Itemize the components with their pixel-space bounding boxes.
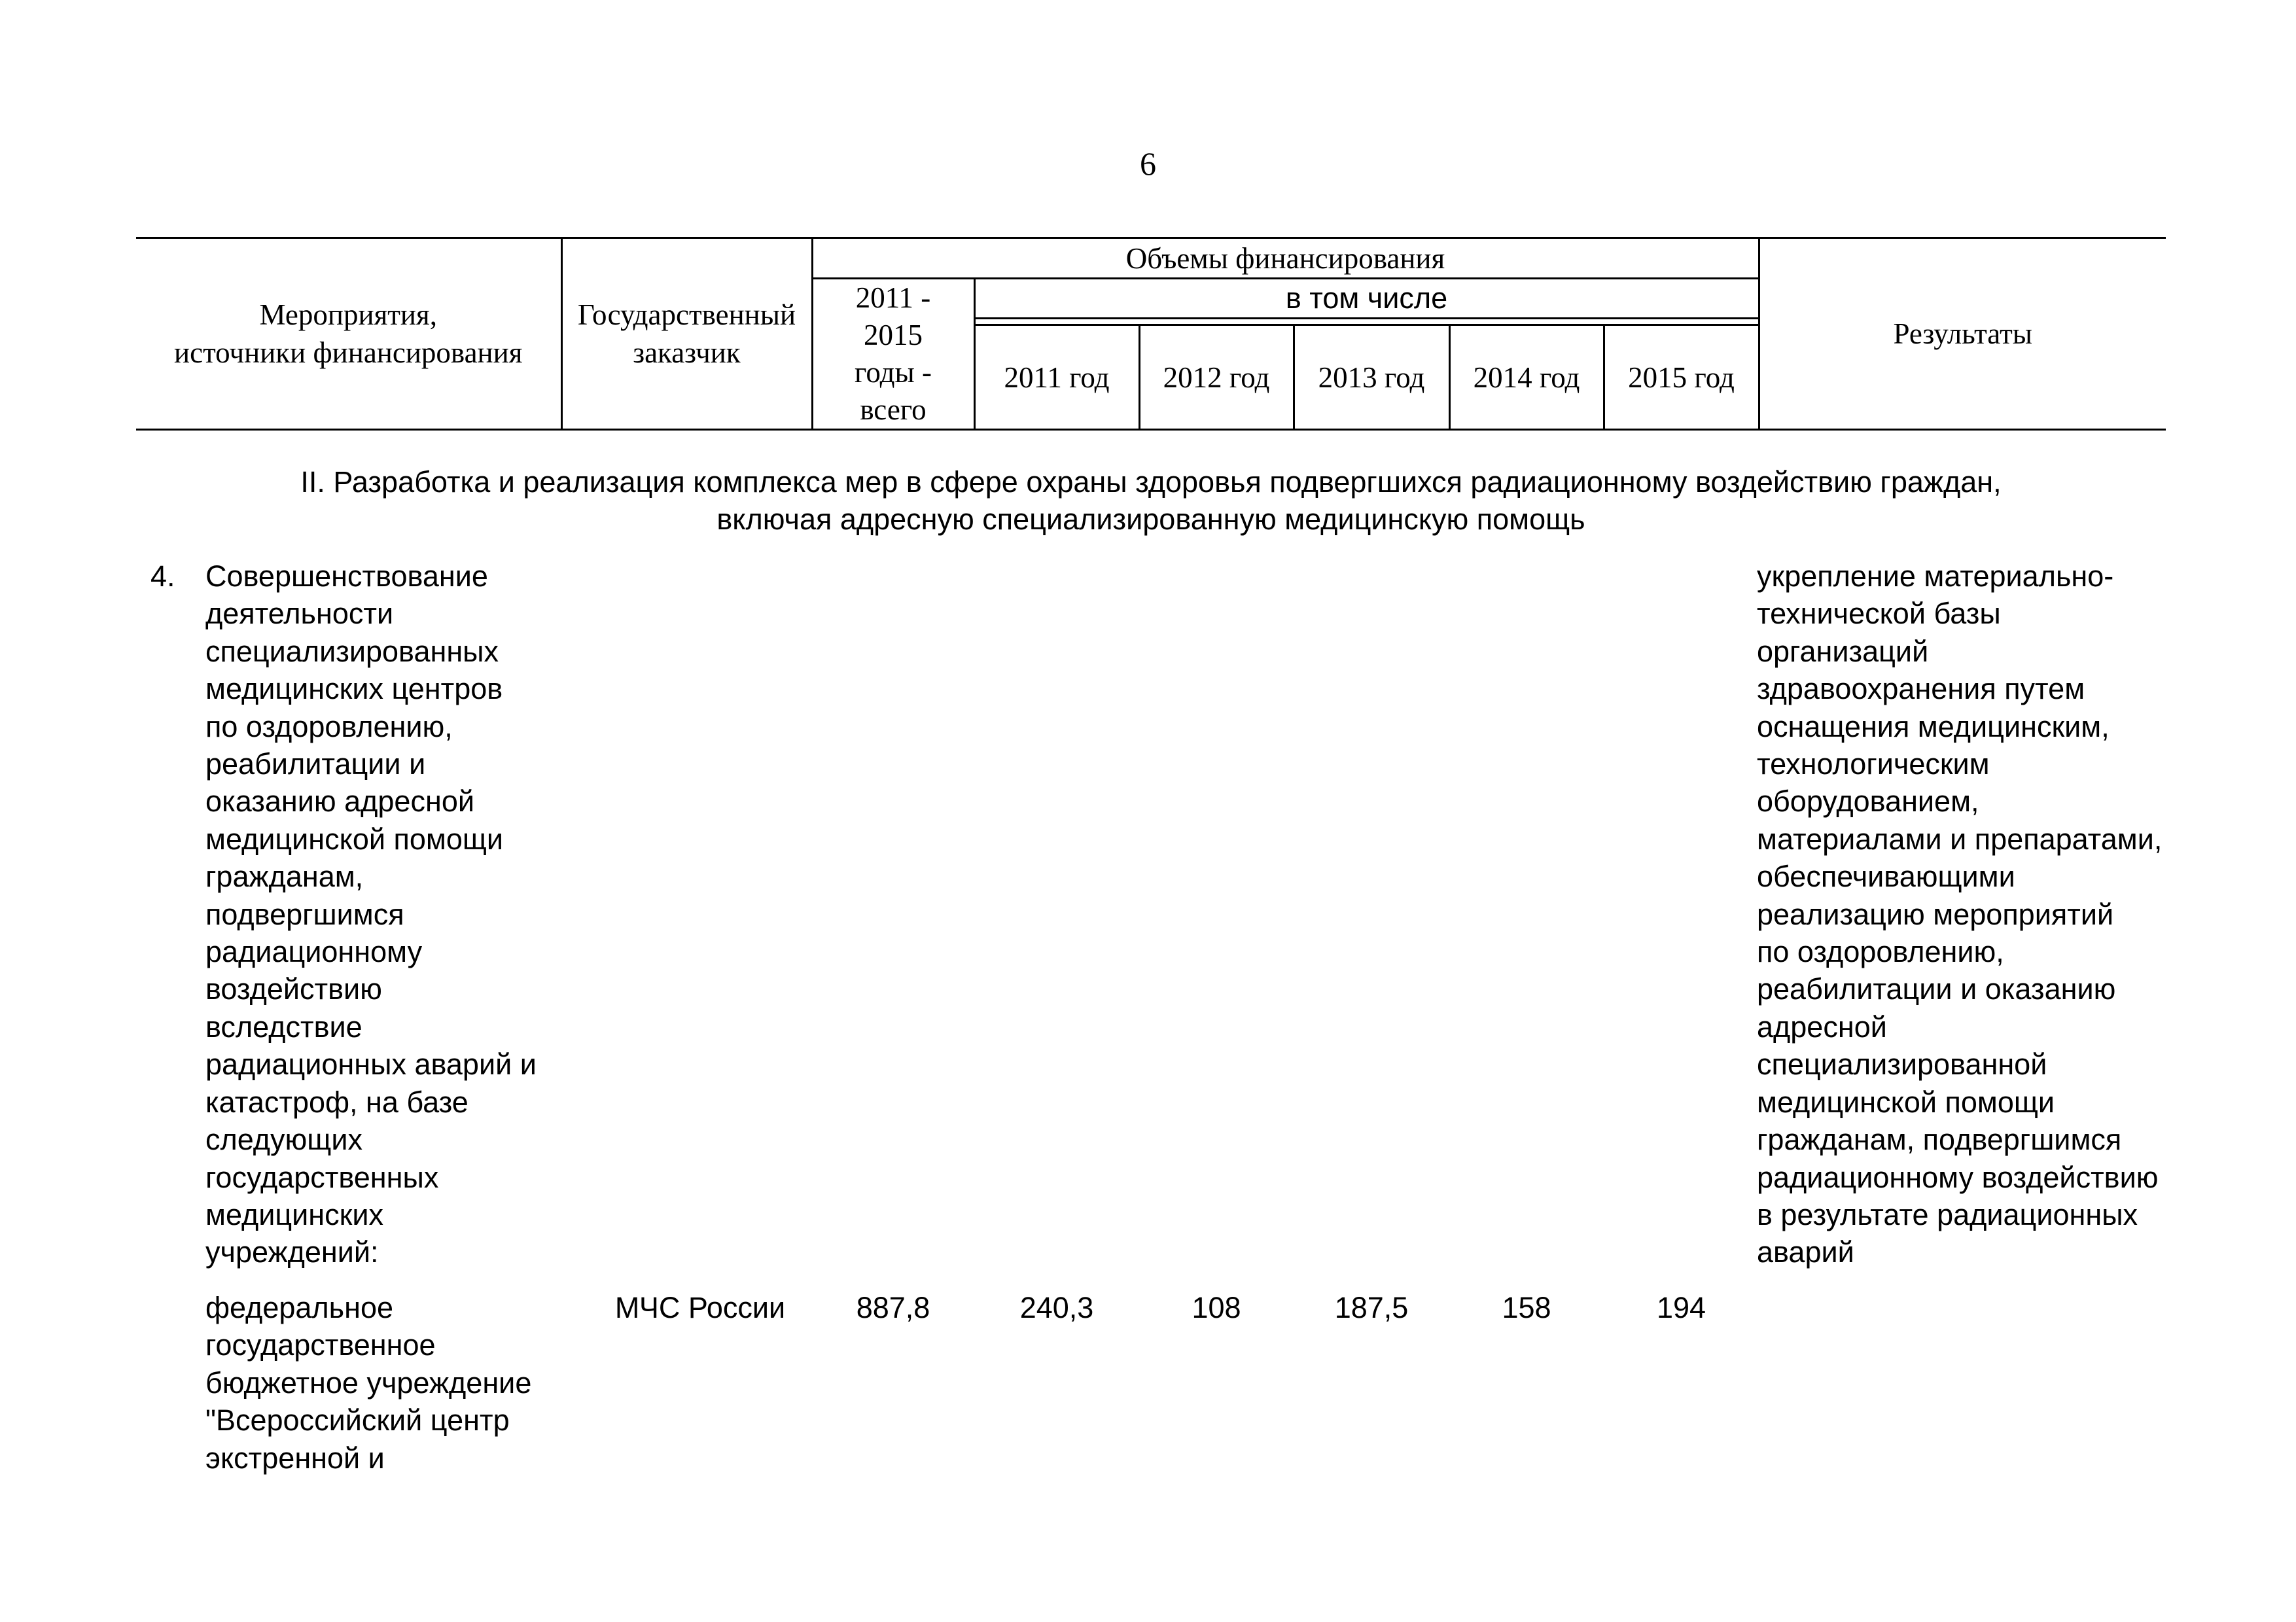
item-text: Совершенствование деятельности специализированных медицинских центров по оздоровлению, реабилитации и оказанию адресной медицинской помощи гражданам, подвергшимся радиационному воздействию вследствие радиационных аварий и катастроф, на базе следующих государственных медицинских учреждений: (205, 559, 537, 1269)
sub-item-2011: 240,3 (1019, 1291, 1094, 1324)
table-header (136, 237, 2166, 431)
page-number: 6 (1140, 145, 1156, 182)
sub-item-2012: 108 (1192, 1291, 1241, 1324)
header-year-2012: 2012 год (1139, 325, 1294, 430)
header-results: Результаты (1759, 238, 2166, 430)
sub-item-2014: 158 (1502, 1291, 1551, 1324)
header-measures: Мероприятия, источники финансирования (136, 238, 561, 430)
sub-item-total: 887,8 (856, 1291, 930, 1324)
sub-item-2015: 194 (1656, 1291, 1706, 1324)
sub-item-2013: 187,5 (1334, 1291, 1409, 1324)
header-year-2014: 2014 год (1449, 325, 1604, 430)
header-including: в том числе (974, 279, 1759, 319)
sub-item-customer: МЧС России (614, 1291, 786, 1324)
item-result: укрепление материально- технической базы организаций здравоохранения путем оснащения медицинским, технологическим оборудованием, материалами и препаратами, обеспечивающими реализацию мероприятий по оздоровлению, реабилитации и оказанию адресной специализированной медицинской помощи гражданам, подвергшимся радиационному воздействию в результате радиационных аварий (1757, 559, 2163, 1269)
header-volumes: Объемы финансирования (812, 238, 1759, 279)
header-customer: Государственный заказчик (561, 238, 812, 430)
header-total: 2011 - 2015 годы - всего (812, 279, 974, 430)
header-year-2011: 2011 год (974, 325, 1139, 430)
sub-item-text: федеральное государственное бюджетное учреждение "Всероссийский центр экстренной и (205, 1291, 532, 1475)
header-year-2013: 2013 год (1294, 325, 1449, 430)
section-title (136, 463, 2166, 538)
header-year-2015: 2015 год (1604, 325, 1759, 430)
item-number: 4. (150, 559, 175, 593)
section-title-line2: включая адресную специализированную медицинскую помощь (716, 502, 1585, 536)
section-title-line1: II. Разработка и реализация комплекса мер в сфере охраны здоровья подвергшихся радиационному воздействию граждан, (300, 465, 2002, 499)
